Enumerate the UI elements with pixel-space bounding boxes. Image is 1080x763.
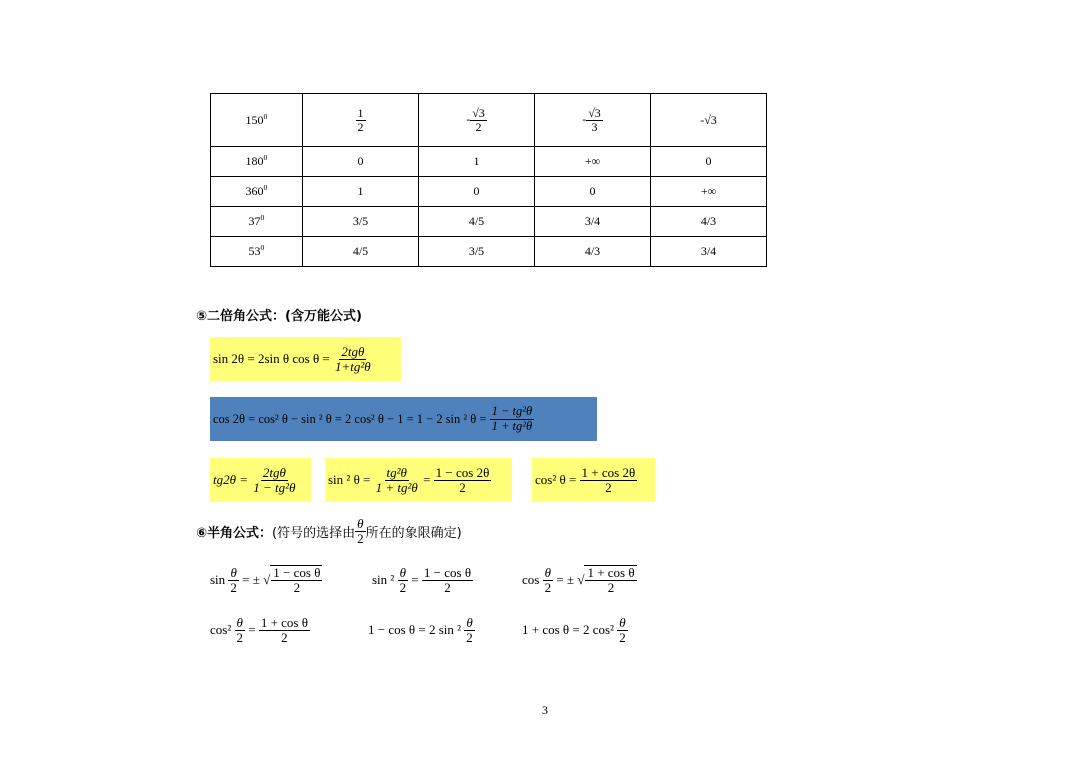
table-cell: - $\frac{√3}{3}$ <box>535 94 651 147</box>
angle-cell: $180^0$ <box>211 147 303 177</box>
identity-one-minus-cos: 1 − cos θ = 2 sin ² $\frac{\theta}{2}$ <box>368 614 473 645</box>
table-cell: 0 <box>419 177 535 207</box>
table-cell: - $\frac{√3}{2}$ <box>419 94 535 147</box>
table-cell: +∞ <box>651 177 767 207</box>
half-angle-cos-squared: cos² $\frac{\theta}{2}$ = $\frac{\text{1 + cos θ}}{2}$ <box>210 614 308 645</box>
table-cell: 4/5 <box>419 207 535 237</box>
formula-sin-squared: sin ² θ = $\frac{\text{tg²θ}}{\text{1 + tg²θ}}$ = $\frac{1 - \cos 2\theta}{2}$ <box>325 458 512 502</box>
table-cell: 3/4 <box>535 207 651 237</box>
angle-cell: $360^0$ <box>211 177 303 207</box>
table-cell: 4/3 <box>651 207 767 237</box>
half-angle-note: (符号的选择由 $\frac{\theta}{2}$ 所在的象限确定) <box>272 515 462 546</box>
formula-sin-2theta: sin 2θ = 2sin θ cos θ = $\frac{\text{2tgθ}}{\text{1+tg²θ}}$ <box>210 337 401 381</box>
identity-one-plus-cos: 1 + cos θ = 2 cos² $\frac{\theta}{2}$ <box>522 614 626 645</box>
section-heading-double-angle: ⑤二倍角公式：(含万能公式) <box>196 309 362 324</box>
formula-cos-2theta: cos 2θ = cos² θ − sin ² θ = 2 cos² θ − 1 = 1 − 2 sin ² θ = $\frac{\text{1 − tg²θ}}{\text{1 + tg²θ}}$ <box>210 397 597 441</box>
table-cell: 4/5 <box>303 237 419 267</box>
angle-cell: $53^0$ <box>211 237 303 267</box>
table-cell: 3/5 <box>419 237 535 267</box>
half-angle-sin-squared: sin ² $\frac{\theta}{2}$ = $\frac{\text{1 − cos θ}}{2}$ <box>372 564 472 595</box>
table-cell: 0 <box>651 147 767 177</box>
table-cell: -√3 <box>651 94 767 147</box>
table-row <box>211 94 767 147</box>
formula-tg-2theta: tg2θ = $\frac{\text{2tgθ}}{\text{1 − tg²θ}}$ <box>210 458 311 502</box>
table-cell: 1 <box>419 147 535 177</box>
table-cell: 3/5 <box>303 207 419 237</box>
half-angle-cos: cos $\frac{\theta}{2}$ = ± √ $\frac{\text{1 + cos θ}}{2}$ <box>522 564 635 595</box>
trig-value-table <box>210 93 767 267</box>
table-cell: +∞ <box>535 147 651 177</box>
table-cell: 0 <box>303 147 419 177</box>
table-cell: 1 <box>303 177 419 207</box>
table-row <box>211 147 767 177</box>
formula-cos-squared: cos² θ = $\frac{1 + \cos 2\theta}{2}$ <box>532 458 655 502</box>
section-heading-half-angle: ⑥半角公式： (符号的选择由 $\frac{\theta}{2}$ 所在的象限确定) <box>196 515 462 546</box>
page-number: 3 <box>542 703 548 717</box>
table-cell: 3/4 <box>651 237 767 267</box>
table-cell: $\frac{1}{2}$ <box>303 94 419 147</box>
table-row <box>211 177 767 207</box>
half-angle-sin: sin $\frac{\theta}{2}$ = ± √ $\frac{\text{1 − cos θ}}{2}$ <box>210 564 321 595</box>
table-cell: 0 <box>535 177 651 207</box>
table-row <box>211 207 767 237</box>
table-cell: 4/3 <box>535 237 651 267</box>
angle-cell: $150^0$ <box>211 94 303 147</box>
angle-cell: $37^0$ <box>211 207 303 237</box>
table-row <box>211 237 767 267</box>
